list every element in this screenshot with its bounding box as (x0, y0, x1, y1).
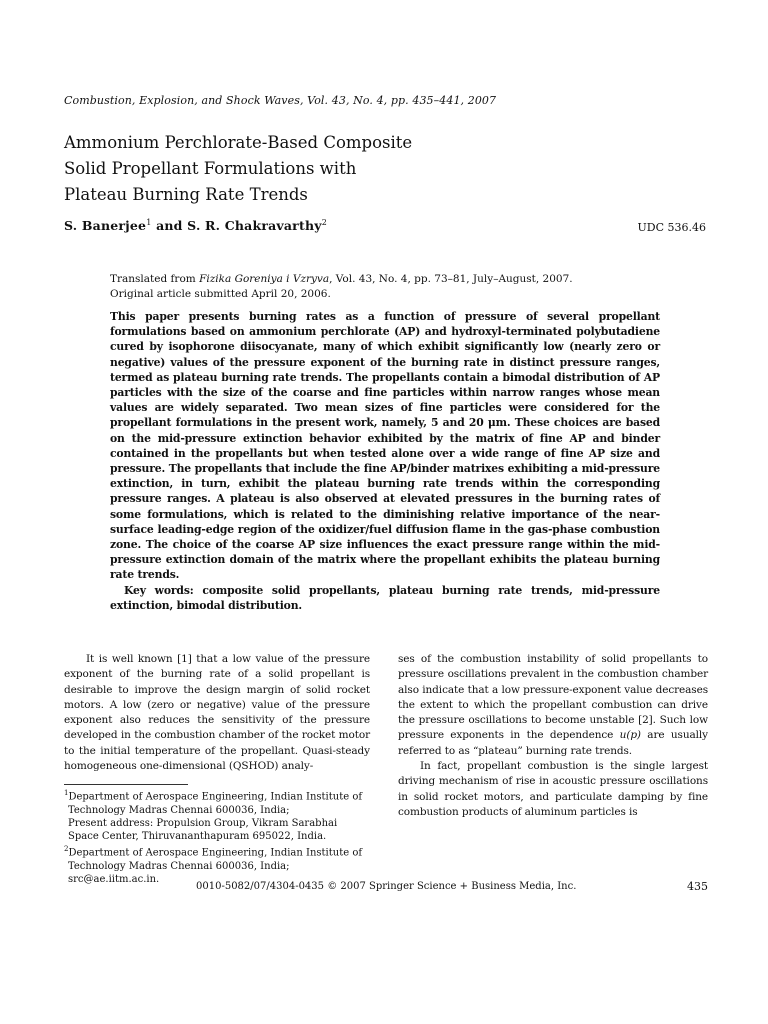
affiliation-mark: 1 (146, 218, 152, 227)
body-text: are usually referred to as “plateau” burning rate trends. (398, 729, 708, 757)
footnote-mark: 2 (64, 845, 69, 854)
body-text: ses of the combustion instability of solid propellants to pressure oscillations prevalent in the combustion chamber also indicate that a low pressure-exponent value decreases the extent to which the propellant combustion can drive the pressure oscillations to become unstable [2]. Such low pressure exponents in the dependence (398, 653, 708, 742)
footnote-2-line: src@ae.iitm.ac.in. (68, 873, 160, 885)
author-name: S. Banerjee (64, 218, 147, 234)
translation-journal: Fizika Goreniya i Vzryva (199, 273, 330, 285)
title-line: Ammonium Perchlorate-Based Composite (64, 133, 413, 152)
abstract (110, 309, 660, 613)
author-name: S. R. Chakravarthy (187, 218, 322, 234)
footnote-1-line: Present address: Propulsion Group, Vikram Sarabhai (68, 817, 338, 829)
page-number: 435 (687, 880, 708, 893)
footnote-text: Department of Aerospace Engineering, Indian Institute of (68, 847, 363, 859)
body-paragraph: It is well known [1] that a low value of the pressure exponent of the burning rate of a solid propellant is desirable to improve the design margin of solid rocket motors. A low (zero or negative) value of the pressure exponent also reduces the sensitivity of the pressure developed in the combustion chamber of the rocket motor to the initial temperature of the propellant. Quasi-steady homogeneous one-dimensional (QSHOD) analy- (64, 653, 370, 773)
body-column-left (64, 652, 370, 774)
title-line: Solid Propellant Formulations with (64, 159, 357, 178)
footnote-1-line: Technology Madras Chennai 600036, India; (68, 804, 290, 816)
abstract-text: This paper presents burning rates as a function of pressure of several propellant formulations based on ammonium perchlorate (AP) and hydroxyl-terminated polybutadiene cured by isophorone diisocyanate, many of which exhibit significantly low (nearly zero or negative) values of the pressure exponent of the burning rate in distinct pressure ranges, termed as plateau burning rate trends. The propellants contain a bimodal distribution of AP particles with the size of the coarse and fine particles within narrow ranges whose mean values are widely separated. Two mean sizes of fine particles were considered for the propellant formulations in the present work, namely, 5 and 20 μm. These choices are based on the mid-pressure extinction behavior exhibited by the matrix of fine AP and binder contained in the propellants but when tested alone over a wide range of fine AP size and pressure. The propellants that include the fine AP/binder matrixes exhibiting a mid-pressure extinction, in turn, exhibit the plateau burning rate trends within the corresponding pressure ranges. A plateau is also observed at elevated pressures in the burning rates of some formulations, which is related to the diminishing relative importance of the near-surface leading-edge region of the oxidizer/fuel diffusion flame in the gas-phase combustion zone. The choice of the coarse AP size influences the exact pressure range within the mid-pressure extinction domain of the matrix where the propellant exhibits the plateau burning rate trends. (110, 310, 660, 582)
body-column-right (398, 652, 708, 820)
footnote-2-line (64, 843, 374, 860)
authors (64, 218, 327, 233)
footnote-1-line (64, 787, 374, 804)
author-conjunction: and (151, 218, 188, 234)
body-paragraph (398, 652, 708, 759)
body-paragraph: In fact, propellant combustion is the single largest driving mechanism of rise in acoustic pressure oscillations in solid rocket motors, and particulate damping by fine combustion products of aluminum particles is (398, 760, 708, 818)
footnote-text: Department of Aerospace Engineering, Indian Institute of (68, 791, 363, 803)
affiliation-mark: 2 (321, 218, 327, 227)
translation-note (110, 272, 573, 302)
keywords: Key words: composite solid propellants, plateau burning rate trends, mid-pressure extinction, bimodal distribution. (110, 583, 660, 612)
submission-date: Original article submitted April 20, 2006. (110, 288, 331, 300)
footnote-mark: 1 (64, 789, 69, 797)
footnotes (64, 787, 374, 886)
math-expression: u(p) (619, 729, 641, 742)
title-line: Plateau Burning Rate Trends (64, 185, 308, 204)
footnote-2-line: Technology Madras Chennai 600036, India; (68, 860, 290, 872)
translation-source-line (110, 272, 573, 287)
translation-prefix: Translated from (110, 273, 200, 285)
footnote-1-line: Space Center, Thiruvananthapuram 695022, India. (68, 830, 327, 842)
udc-code: UDC 536.46 (637, 221, 706, 234)
translation-suffix: , Vol. 43, No. 4, pp. 73–81, July–August, 2007. (329, 273, 573, 285)
footnote-divider (64, 784, 188, 785)
paper-title (64, 130, 412, 208)
copyright-line: 0010-5082/07/4304-0435 © 2007 Springer Science + Business Media, Inc. (196, 881, 577, 892)
journal-citation: Combustion, Explosion, and Shock Waves, Vol. 43, No. 4, pp. 435–441, 2007 (64, 94, 497, 107)
